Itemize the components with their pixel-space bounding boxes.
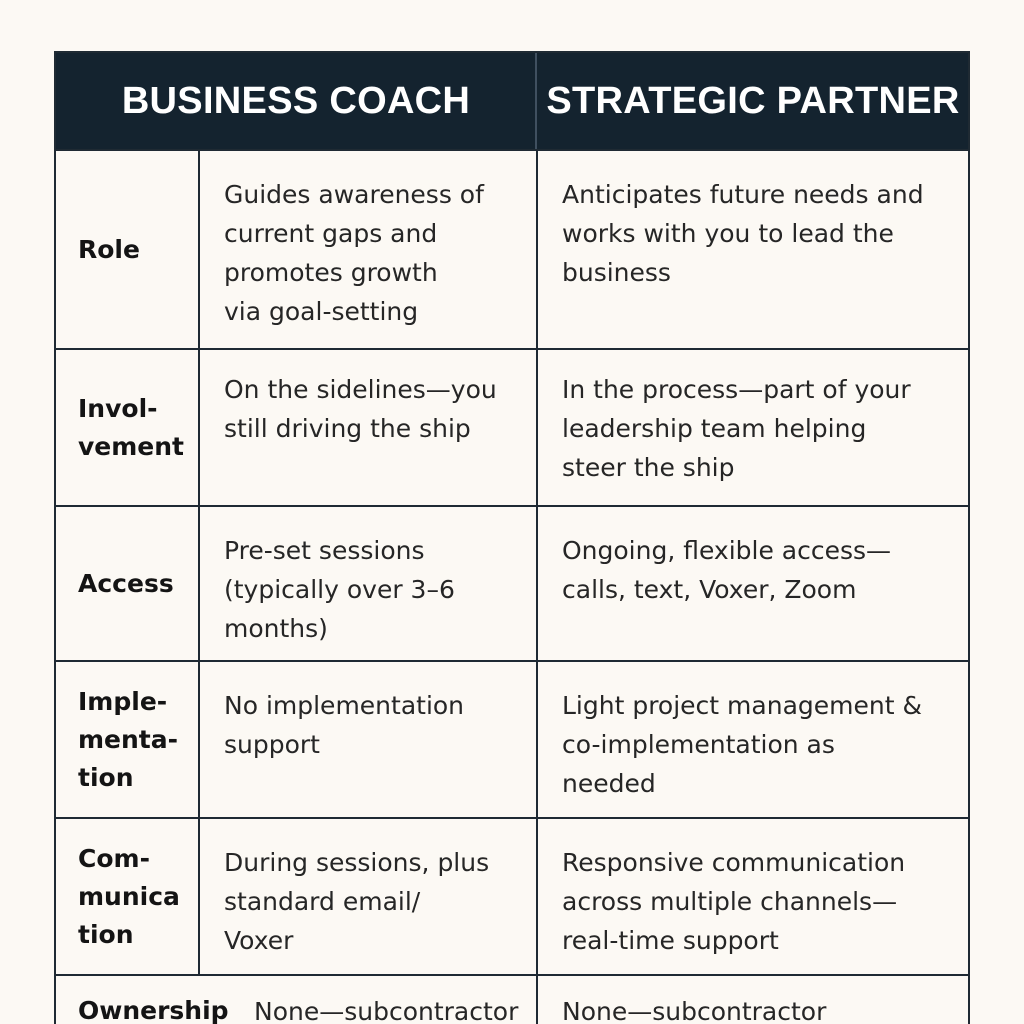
coach-cell <box>200 151 538 348</box>
partner-cell <box>538 662 968 817</box>
row-label-cell <box>56 350 200 505</box>
coach-cell <box>200 350 538 505</box>
table-header <box>56 53 968 149</box>
row-label-cell <box>56 976 256 1024</box>
coach-text: During sessions, plus standard email/ Voxer <box>224 848 490 955</box>
partner-text: Anticipates future needs and works with you to lead the business <box>562 180 924 287</box>
comparison-table <box>54 51 970 1024</box>
header-strategic-partner: STRATEGIC PARTNER <box>546 79 960 122</box>
row-label-cell <box>56 819 200 974</box>
coach-text: Pre-set sessions (typically over 3–6 months) <box>224 536 455 643</box>
coach-cell <box>200 507 538 660</box>
table-row-ownership <box>56 974 968 1024</box>
row-label: Ownership <box>78 996 229 1024</box>
table-row-access <box>56 505 968 660</box>
coach-cell <box>254 976 538 1024</box>
partner-cell <box>538 151 968 348</box>
partner-cell <box>538 350 968 505</box>
partner-cell <box>538 976 968 1024</box>
row-label-cell <box>56 662 200 817</box>
row-label: Role <box>78 234 140 264</box>
table-row-involvement <box>56 348 968 505</box>
coach-text: On the sidelines—you still driving the ship <box>224 375 497 443</box>
partner-text: In the process—part of your leadership team helping steer the ship <box>562 375 911 482</box>
row-label: Access <box>78 568 174 598</box>
row-label: Imple- menta- tion <box>78 686 178 792</box>
row-label: Com- munica tion <box>78 843 180 949</box>
coach-text: None—subcontractor <box>254 997 519 1024</box>
coach-text: Guides awareness of current gaps and promotes growth via goal-setting <box>224 180 484 326</box>
table-row-implementation <box>56 660 968 817</box>
partner-cell <box>538 819 968 974</box>
coach-cell <box>200 662 538 817</box>
partner-cell <box>538 507 968 660</box>
coach-text: No implementation support <box>224 691 465 759</box>
partner-text: Ongoing, flexible access— calls, text, Voxer, Zoom <box>562 536 892 604</box>
partner-text: Responsive communication across multiple channels— real-time support <box>562 848 906 955</box>
partner-text: Light project management & co-implementation as needed <box>562 691 922 798</box>
row-label-cell <box>56 151 200 348</box>
table-row-role <box>56 149 968 348</box>
header-business-coach: BUSINESS COACH <box>121 79 471 122</box>
partner-text: None—subcontractor <box>562 997 827 1024</box>
coach-cell <box>200 819 538 974</box>
table-row-communication <box>56 817 968 974</box>
header-divider <box>535 53 537 149</box>
row-label-cell <box>56 507 200 660</box>
row-label: Invol- vement <box>78 393 185 461</box>
